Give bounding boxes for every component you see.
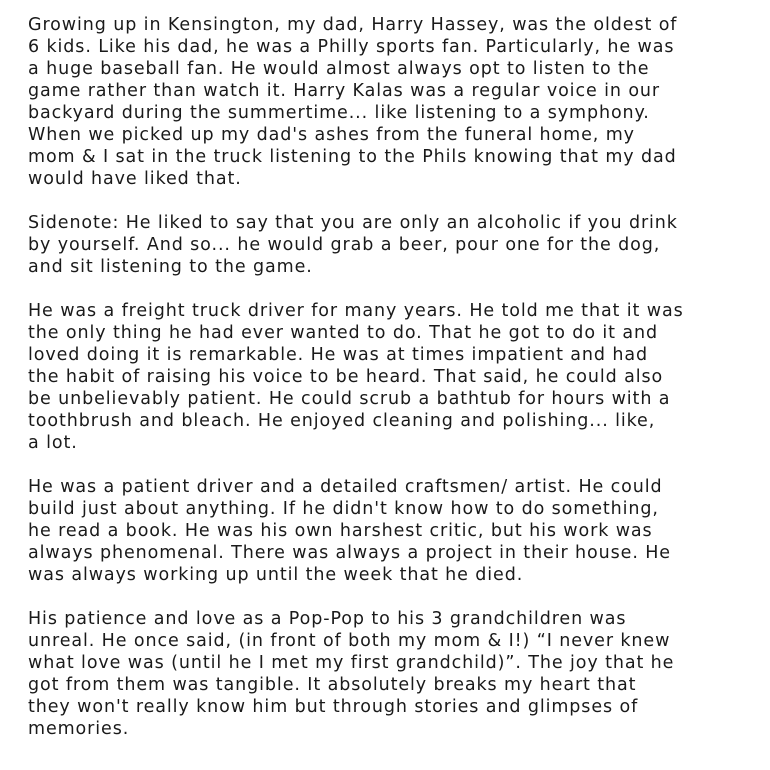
text-line: Growing up in Kensington, my dad, Harry Hassey, was the oldest of bbox=[28, 15, 678, 35]
paragraph-sidenote bbox=[28, 212, 770, 278]
text-line: build just about anything. If he didn't know how to do something, bbox=[28, 499, 659, 519]
text-line: be unbelievably patient. He could scrub a bathtub for hours with a bbox=[28, 389, 671, 409]
text-line: unreal. He once said, (in front of both my mom & I!) “I never knew bbox=[28, 631, 671, 651]
text-line: was always working up until the week that he died. bbox=[28, 565, 524, 585]
text-line: the habit of raising his voice to be heard. That said, he could also bbox=[28, 367, 664, 387]
paragraph-craftsman bbox=[28, 476, 770, 586]
text-line: always phenomenal. There was always a project in their house. He bbox=[28, 543, 671, 563]
paragraph-truck-driver bbox=[28, 300, 770, 454]
text-line: loved doing it is remarkable. He was at times impatient and had bbox=[28, 345, 649, 365]
text-line: he read a book. He was his own harshest critic, but his work was bbox=[28, 521, 653, 541]
text-line: they won't really know him but through stories and glimpses of bbox=[28, 697, 639, 717]
text-line: a huge baseball fan. He would almost always opt to listen to the bbox=[28, 59, 650, 79]
text-line: 6 kids. Like his dad, he was a Philly sports fan. Particularly, he was bbox=[28, 37, 675, 57]
text-line: by yourself. And so... he would grab a beer, pour one for the dog, bbox=[28, 235, 661, 255]
paragraph-kensington bbox=[28, 14, 770, 190]
document-body bbox=[28, 14, 770, 762]
text-line: backyard during the summertime... like listening to a symphony. bbox=[28, 103, 650, 123]
text-line: His patience and love as a Pop-Pop to his 3 grandchildren was bbox=[28, 609, 627, 629]
text-line: He was a patient driver and a detailed craftsmen/ artist. He could bbox=[28, 477, 663, 497]
text-line: He was a freight truck driver for many years. He told me that it was bbox=[28, 301, 684, 321]
text-line: Sidenote: He liked to say that you are only an alcoholic if you drink bbox=[28, 213, 678, 233]
text-line: game rather than watch it. Harry Kalas was a regular voice in our bbox=[28, 81, 661, 101]
paragraph-pop-pop bbox=[28, 608, 770, 740]
text-line: When we picked up my dad's ashes from the funeral home, my bbox=[28, 125, 635, 145]
text-line: mom & I sat in the truck listening to the Phils knowing that my dad bbox=[28, 147, 677, 167]
text-line: memories. bbox=[28, 719, 130, 739]
text-line: got from them was tangible. It absolutely breaks my heart that bbox=[28, 675, 637, 695]
text-line: toothbrush and bleach. He enjoyed cleaning and polishing... like, bbox=[28, 411, 656, 431]
text-line: a lot. bbox=[28, 433, 78, 453]
text-line: what love was (until he I met my first grandchild)”. The joy that he bbox=[28, 653, 675, 673]
text-line: would have liked that. bbox=[28, 169, 242, 189]
text-line: the only thing he had ever wanted to do. That he got to do it and bbox=[28, 323, 658, 343]
text-line: and sit listening to the game. bbox=[28, 257, 313, 277]
